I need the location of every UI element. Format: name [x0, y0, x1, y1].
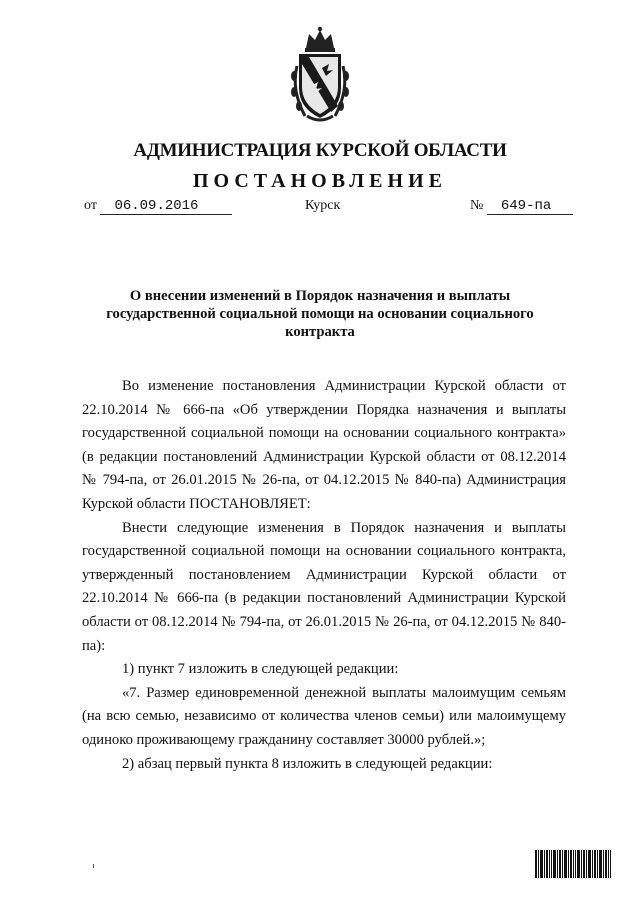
paragraph: 1) пункт 7 изложить в следующей редакции: — [122, 661, 399, 678]
date-value: 06.09.2016 — [100, 198, 232, 215]
date-block — [84, 198, 232, 215]
scan-speck — [93, 864, 94, 868]
coat-of-arms-icon — [289, 26, 351, 126]
document-body — [82, 375, 566, 776]
barcode-icon — [535, 850, 611, 878]
number-block — [470, 198, 573, 215]
number-value: 649-па — [487, 198, 573, 215]
number-label: № — [470, 198, 484, 213]
date-label: от — [84, 198, 97, 213]
organization-title: АДМИНИСТРАЦИЯ КУРСКОЙ ОБЛАСТИ — [133, 140, 507, 161]
paragraph: Внести следующие изменения в Порядок назначения и выплаты государственной социальной помощи на основании социального контракта, утвержденный постановлением Администрации Курской области от 22.10.2014 № 666-па (в редакции постановлений Администрации Курской области от 08.12.2014 № 794-па, от 26.01.2015 № 26-па, от 04.12.2015 № 840-па): — [82, 519, 566, 654]
document-subject: О внесении изменений в Порядок назначения и выплаты государственной социальной помощи на основании социального контракта — [106, 288, 534, 340]
paragraph: Во изменение постановления Администрации Курской области от 22.10.2014 № 666-па «Об утверждении Порядка назначения и выплаты государственной социальной помощи на основании социального контракта» (в редакции постановлений Администрации Курской области от 08.12.2014 № 794-па, от 26.01.2015 № 26-па, от 04.12.2015 № 840-па) Администрация Курской области ПОСТАНОВЛЯЕТ: — [82, 378, 566, 512]
paragraph: «7. Размер единовременной денежной выплаты малоимущим семьям (на всю семью, независимо от количества членов семьи) или малоимущему одиноко проживающему гражданину составляет 30000 рублей.»; — [82, 684, 566, 748]
city-name: Курск — [305, 198, 341, 213]
document-type-title: ПОСТАНОВЛЕНИЕ — [193, 170, 447, 192]
paragraph: 2) абзац первый пункта 8 изложить в следующей редакции: — [122, 755, 493, 772]
